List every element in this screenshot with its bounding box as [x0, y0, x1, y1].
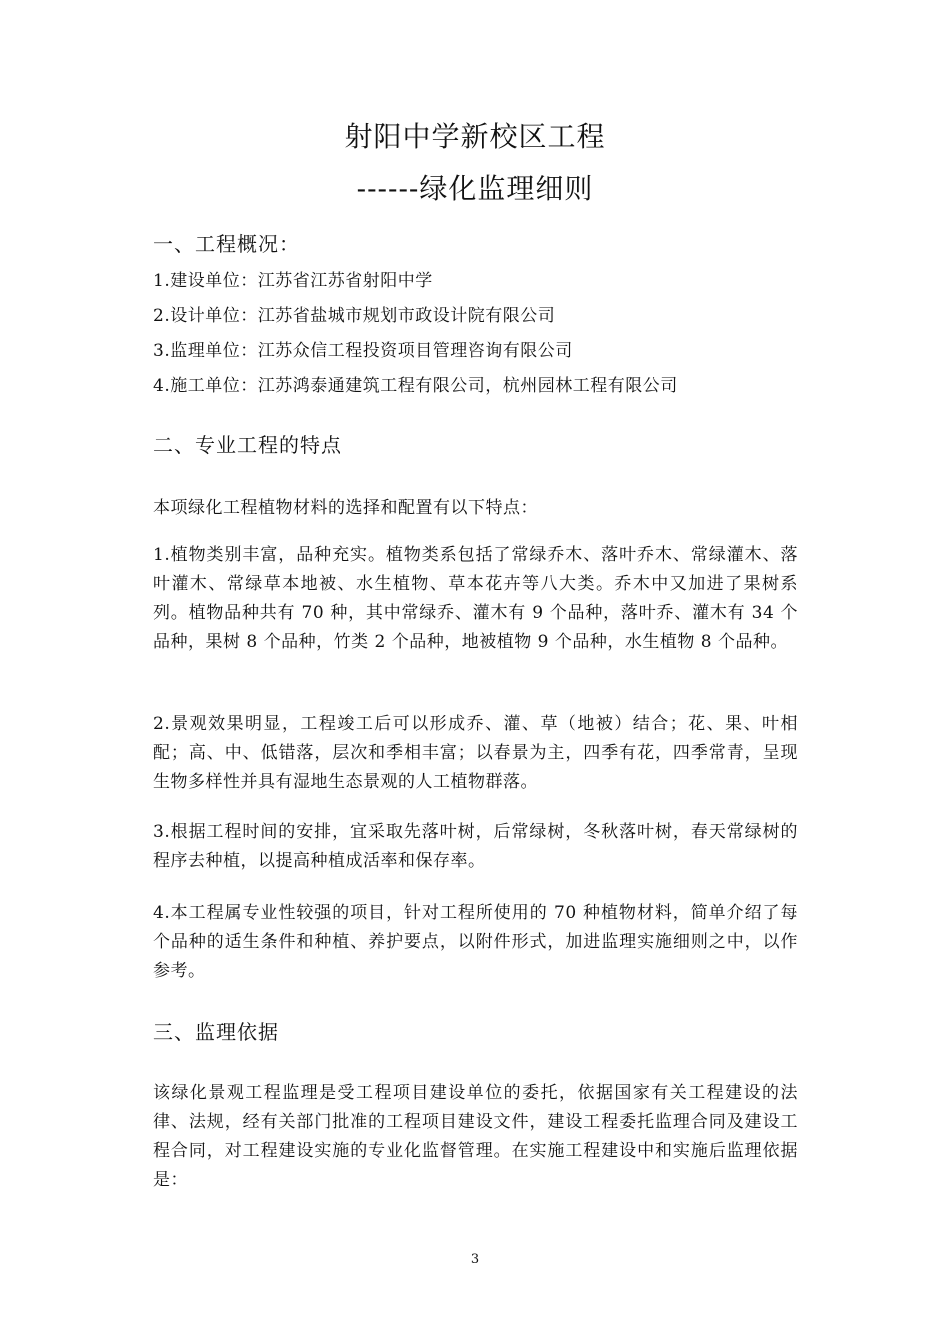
paragraph: 2.景观效果明显，工程竣工后可以形成乔、灌、草（地被）结合；花、果、叶相配；高、中、低错落，层次和季相丰富；以春景为主，四季有花，四季常青，呈现生物多样性并具有湿地生态景观的人工植物群落。	[153, 714, 798, 792]
page-number: 3	[470, 1252, 480, 1267]
section-2-heading: 二、专业工程的特点	[153, 433, 342, 457]
list-item: 4.施工单位：江苏鸿泰通建筑工程有限公司，杭州园林工程有限公司	[153, 376, 678, 396]
paragraph: 1.植物类别丰富，品种充实。植物类系包括了常绿乔木、落叶乔木、常绿灌木、落叶灌木、常绿草本地被、水生植物、草本花卉等八大类。乔木中又加进了果树系列。植物品种共有 70 种，其中常绿乔、灌木有 9 个品种，落叶乔、灌木有 34 个品种，果树 8 个品种，竹类 2 个品种，地被植物 9 个品种，水生植物 8 个品种。	[153, 545, 798, 652]
paragraph: 3.根据工程时间的安排，宜采取先落叶树，后常绿树，冬秋落叶树，春天常绿树的程序去种植，以提高种植成活率和保存率。	[153, 822, 798, 871]
paragraph: 4.本工程属专业性较强的项目，针对工程所使用的 70 种植物材料，简单介绍了每个品种的适生条件和种植、养护要点，以附件形式，加进监理实施细则之中，以作参考。	[153, 903, 798, 981]
document-subtitle: ------绿化监理细则	[356, 172, 594, 205]
list-item: 1.建设单位：江苏省江苏省射阳中学	[153, 271, 433, 291]
section-3-heading: 三、监理依据	[153, 1020, 279, 1044]
list-item: 3.监理单位：江苏众信工程投资项目管理咨询有限公司	[153, 341, 573, 361]
list-item: 2.设计单位：江苏省盐城市规划市政设计院有限公司	[153, 306, 556, 326]
section-2-intro: 本项绿化工程植物材料的选择和配置有以下特点：	[153, 498, 538, 518]
paragraph: 该绿化景观工程监理是受工程项目建设单位的委托，依据国家有关工程建设的法律、法规，经有关部门批准的工程项目建设文件，建设工程委托监理合同及建设工程合同，对工程建设实施的专业化监督管理。在实施工程建设中和实施后监理依据是：	[153, 1083, 798, 1190]
section-1-heading: 一、工程概况：	[153, 232, 300, 256]
document-title: 射阳中学新校区工程	[344, 120, 606, 153]
